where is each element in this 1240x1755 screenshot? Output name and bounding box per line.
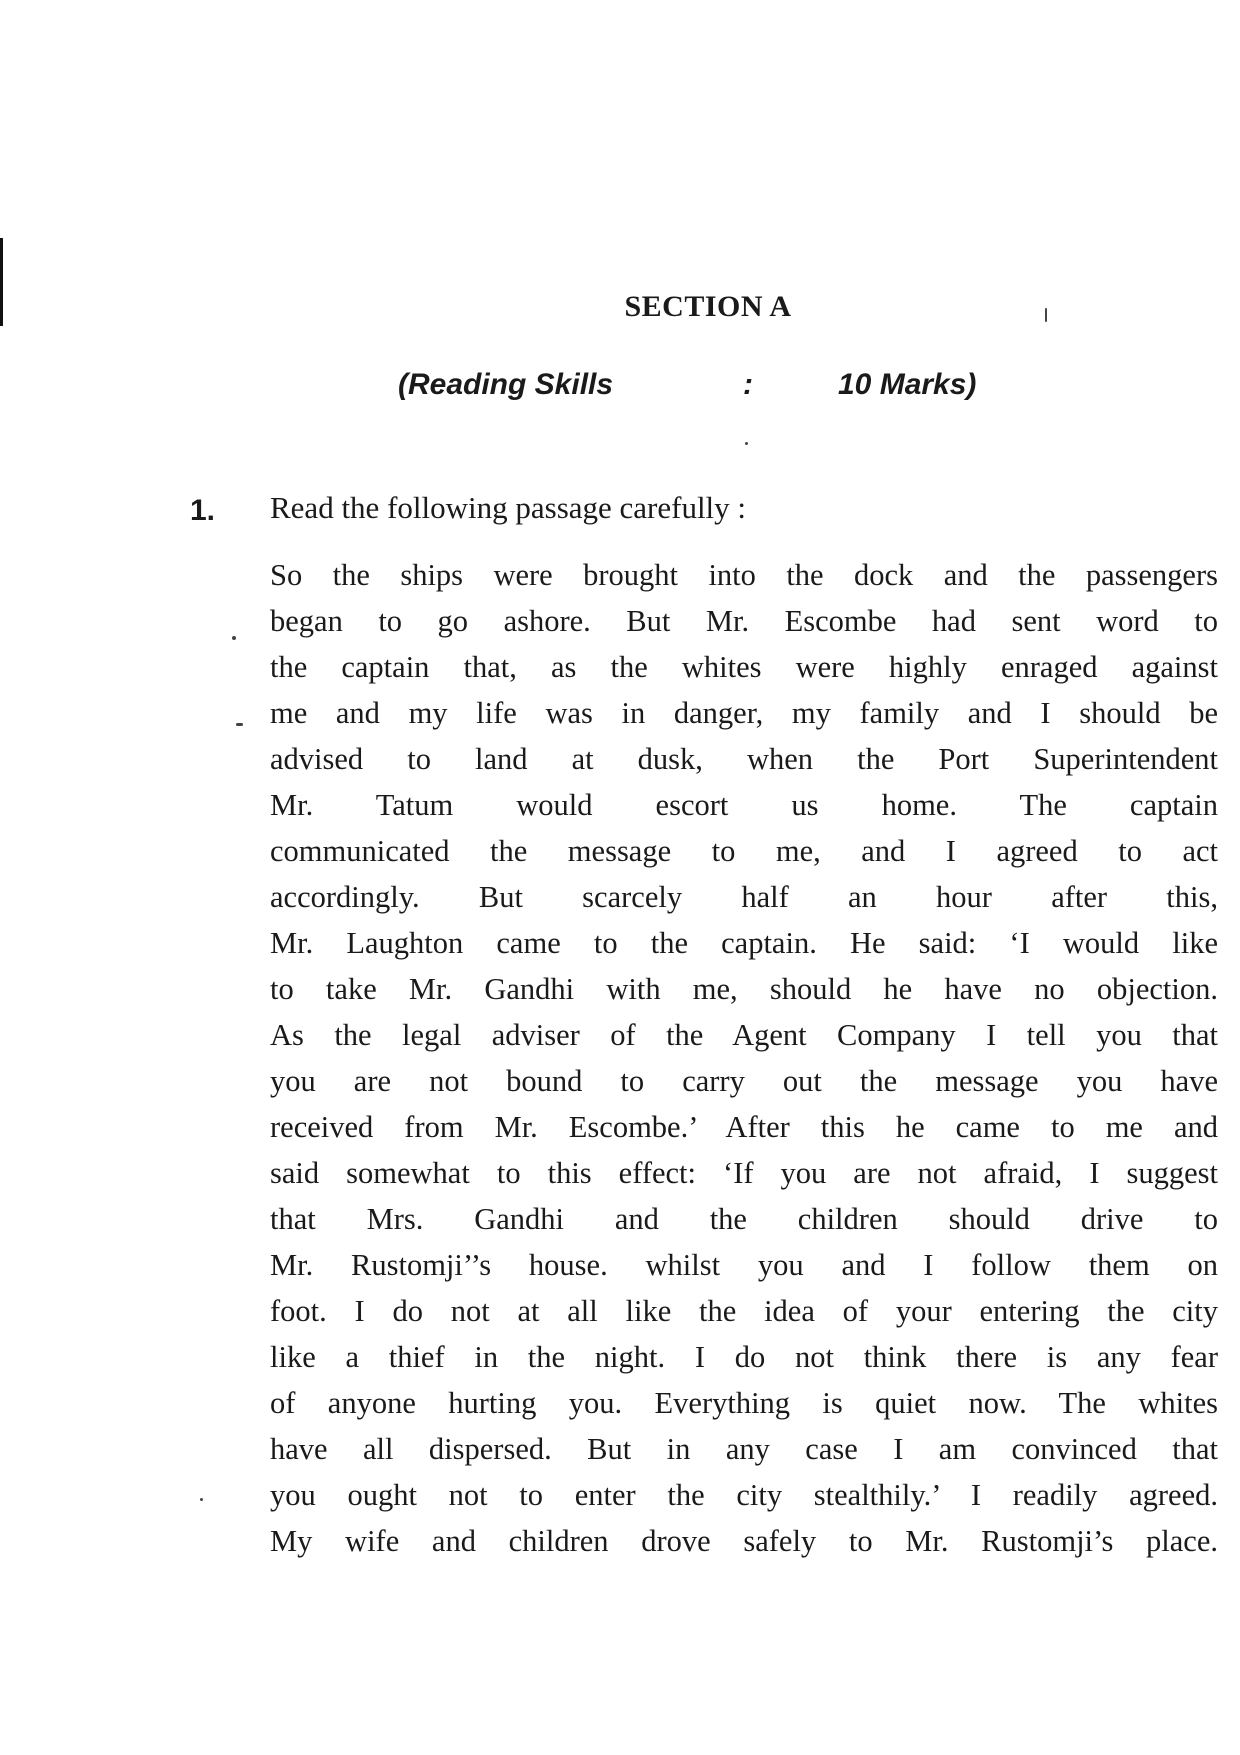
- passage-line: like a thief in the night. I do not think there is any fear: [270, 1340, 1218, 1374]
- scan-speck: [232, 636, 236, 640]
- passage-line: have all dispersed. But in any case I am convinced that: [270, 1432, 1218, 1466]
- scan-speck: [200, 1498, 203, 1501]
- passage-line: Mr. Rustomji’’s house. whilst you and I follow them on: [270, 1248, 1218, 1282]
- passage-line: you ought not to enter the city stealthily.’ I readily agreed.: [270, 1478, 1218, 1512]
- subtitle-colon: :: [743, 368, 753, 401]
- passage-line: As the legal adviser of the Agent Company I tell you that: [270, 1018, 1218, 1052]
- question-instruction: Read the following passage carefully :: [270, 490, 747, 525]
- passage-line: the captain that, as the whites were highly enraged against: [270, 650, 1218, 684]
- passage-line: said somewhat to this effect: ‘If you are not afraid, I suggest: [270, 1156, 1218, 1190]
- passage-line: you are not bound to carry out the message you have: [270, 1064, 1218, 1098]
- passage-line: me and my life was in danger, my family and I should be: [270, 696, 1218, 730]
- passage-line: to take Mr. Gandhi with me, should he have no objection.: [270, 972, 1218, 1006]
- passage-line: of anyone hurting you. Everything is quiet now. The whites: [270, 1386, 1218, 1420]
- section-title: SECTION A: [624, 290, 792, 323]
- passage-line: Mr. Laughton came to the captain. He said: ‘I would like: [270, 926, 1218, 960]
- passage-line: foot. I do not at all like the idea of your entering the city: [270, 1294, 1218, 1328]
- passage-line: communicated the message to me, and I agreed to act: [270, 834, 1218, 868]
- section-subtitle: [398, 368, 977, 504]
- passage-line: accordingly. But scarcely half an hour after this,: [270, 880, 1218, 914]
- passage-line: Mr. Tatum would escort us home. The captain: [270, 788, 1218, 822]
- subtitle-marks: 10 Marks): [838, 368, 977, 401]
- reading-passage: [270, 552, 1218, 1564]
- scan-speck: [236, 723, 243, 726]
- question-number: 1.: [190, 494, 216, 527]
- passage-line: advised to land at dusk, when the Port Superintendent: [270, 742, 1218, 776]
- passage-line: So the ships were brought into the dock and the passengers: [270, 558, 1218, 592]
- scan-speck: [1045, 308, 1047, 322]
- scan-speck: [745, 442, 748, 445]
- passage-line: received from Mr. Escombe.’ After this he came to me and: [270, 1110, 1218, 1144]
- subtitle-skill: (Reading Skills: [398, 368, 614, 401]
- passage-line: My wife and children drove safely to Mr. Rustomji’s place.: [270, 1524, 1218, 1558]
- passage-line: that Mrs. Gandhi and the children should drive to: [270, 1202, 1218, 1236]
- passage-line: began to go ashore. But Mr. Escombe had sent word to: [270, 604, 1218, 638]
